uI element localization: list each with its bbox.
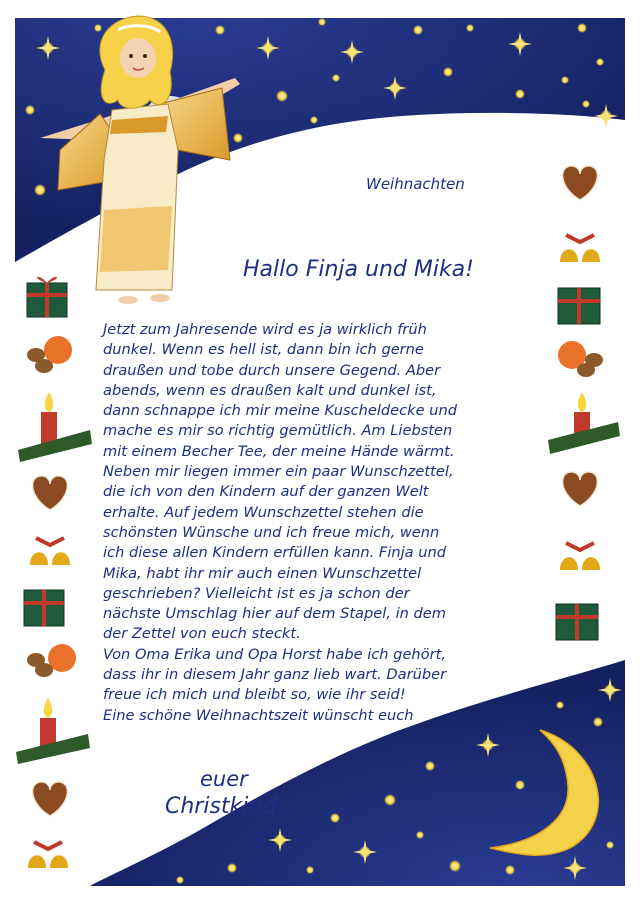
bells-icon — [560, 543, 600, 570]
right-border-icons — [548, 166, 620, 640]
gift-icon — [24, 590, 64, 626]
letter-body-text: Jetzt zum Jahresende wird es ja wirklich früh dunkel. Wenn es hell ist, dann bin ich gerne draußen und tobe durch unsere Gegend. Aber abends, wenn es draußen kalt und dunkel ist, dann schnappe ich mir meine Kuscheldecke und mache es mir so richtig gemütlich. Am Liebsten mit einem Becher Tee, der meine Hände wärmt. Neben mir liegen immer ein paar Wunschzettel, die ich von den Kindern auf der ganzen Welt erhalte. Auf jedem Wunschzettel stehen die schönsten Wünsche und ich freue mich, wenn ich diese allen Kindern erfüllen kann. Finja und Mika, habt ihr mir auch einen Wunschzettel geschrieben? Vielleicht ist es ja schon der nächste Umschlag hier auf dem Stapel, in dem der Zettel von euch steckt. Von Oma Erika und Opa Horst habe ich gehört, dass ihr in diesem Jahr ganz lieb wart. Darüber freue ich mich und bleibt so, wie ihr seid! Eine schöne Weihnachtszeit wünscht euch — [103, 321, 457, 724]
gingerbread-heart-icon — [563, 166, 598, 200]
apple-nuts-icon — [27, 644, 76, 677]
gingerbread-heart-icon — [563, 472, 598, 506]
candle-icon — [18, 392, 92, 462]
apple-nuts-icon — [558, 341, 603, 377]
left-border-icons — [16, 277, 92, 868]
bells-icon — [28, 842, 68, 868]
gift-icon — [27, 277, 67, 317]
gift-icon — [556, 604, 598, 640]
gift-icon — [558, 288, 600, 324]
letter-date-line: Weihnachten — [366, 175, 465, 193]
apple-nuts-icon — [27, 336, 72, 373]
gingerbread-heart-icon — [33, 782, 68, 816]
candle-icon — [16, 698, 90, 764]
bells-icon — [560, 235, 600, 262]
letter-closing: euer — [200, 767, 248, 791]
candle-icon — [548, 392, 620, 454]
gingerbread-heart-icon — [33, 476, 68, 510]
bells-icon — [30, 538, 70, 565]
letter-salutation: Hallo Finja und Mika! — [243, 257, 474, 282]
letter-signature: Christkind — [165, 794, 277, 819]
